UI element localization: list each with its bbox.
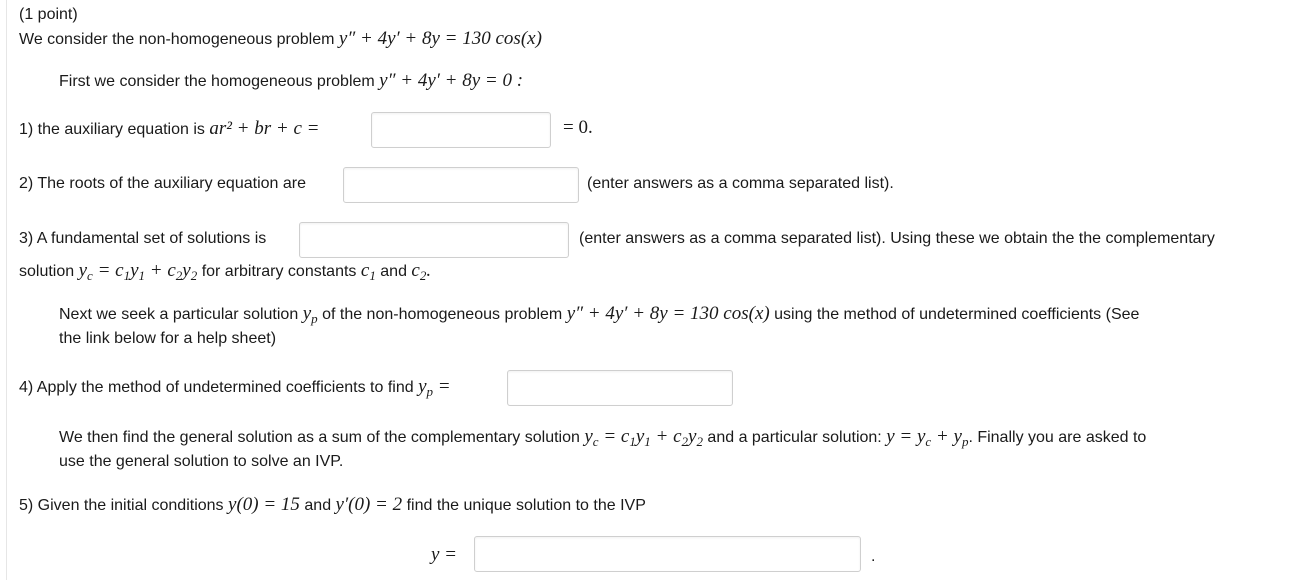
- roots-input[interactable]: [343, 167, 579, 203]
- q3-prompt: 3) A fundamental set of solutions is: [19, 230, 267, 247]
- trailing-period: .: [871, 548, 876, 565]
- main-ode: y″ + 4y′ + 8y = 130 cos(x): [338, 28, 542, 49]
- q3-hint: (enter answers as a comma separated list). Using these we obtain the the complementary: [579, 230, 1215, 247]
- q4-prompt: 4) Apply the method of undetermined coefficients to find $y_p$ =: [19, 376, 451, 399]
- q3-line2: solution $y_c = c_1y_1 + c_2y_2$ for arbitrary constants $c_1$ and $c_2$.: [19, 260, 432, 283]
- problem-statement: We consider the non-homogeneous problem y″ + 4y′ + 8y = 130 cos(x): [19, 28, 542, 49]
- general-line2: use the general solution to solve an IVP.: [59, 453, 344, 470]
- points-label: (1 point): [19, 6, 78, 23]
- problem-page: [6, 0, 1296, 580]
- particular-solution-input[interactable]: [507, 370, 733, 406]
- q1-prompt: 1) the auxiliary equation is ar² + br + c =: [19, 118, 320, 139]
- auxiliary-equation-input[interactable]: [371, 112, 551, 148]
- fundamental-set-input[interactable]: [299, 222, 569, 258]
- initial-condition-2: y′(0) = 2: [335, 494, 403, 515]
- complementary-solution-expr: $y_c = c_1y_1 + c_2y_2$: [78, 260, 198, 283]
- ivp-solution-input[interactable]: [474, 536, 861, 572]
- aux-expression: ar² + br + c =: [209, 118, 320, 139]
- q2-prompt: 2) The roots of the auxiliary equation are: [19, 175, 306, 192]
- q2-hint: (enter answers as a comma separated list).: [587, 175, 894, 192]
- q1-equals-zero: = 0.: [563, 117, 593, 138]
- homogeneous-statement: First we consider the homogeneous problem y″ + 4y′ + 8y = 0 :: [59, 70, 524, 91]
- ivp-y-label: y =: [431, 544, 458, 565]
- particular-line2: the link below for a help sheet): [59, 330, 277, 347]
- initial-condition-1: y(0) = 15: [228, 494, 300, 515]
- general-line1: We then find the general solution as a sum of the complementary solution $y_c = c_1y_1 + c_2y_2$ and a particular solution: $y = y_c + y_p$. Finally you are asked to: [59, 426, 1147, 449]
- particular-line1: Next we seek a particular solution $y_p$ of the non-homogeneous problem y″ + 4y′ + 8y = 130 cos(x) using the method of undetermined coefficients (See: [59, 303, 1140, 326]
- homogeneous-ode: y″ + 4y′ + 8y = 0 :: [379, 70, 524, 91]
- q5-prompt: 5) Given the initial conditions y(0) = 15 and y′(0) = 2 find the unique solution to the IVP: [19, 494, 646, 515]
